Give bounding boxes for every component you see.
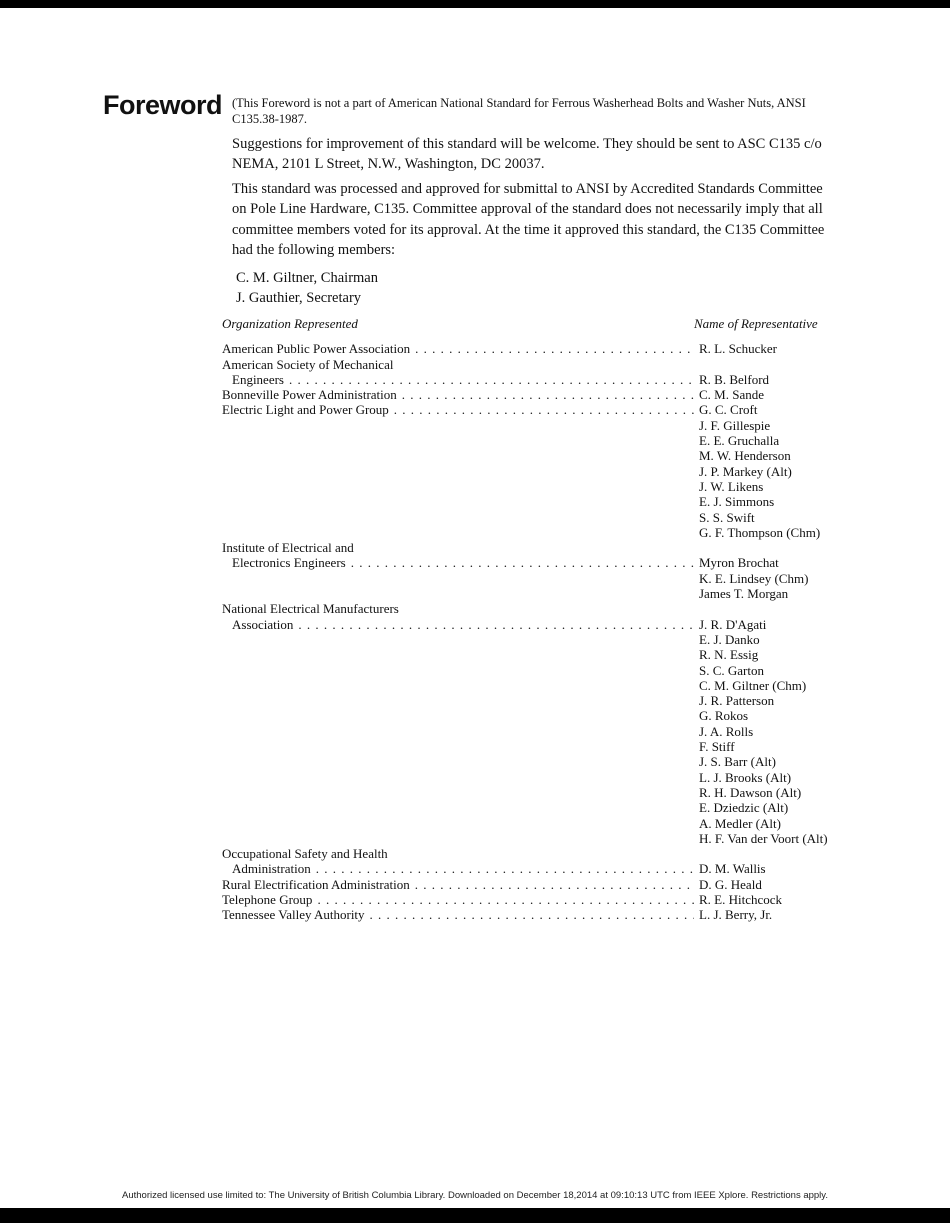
representative-cell: D. M. Wallis — [699, 861, 766, 877]
representative-cell: C. M. Sande — [699, 387, 764, 403]
table-row — [222, 831, 836, 846]
table-row — [222, 754, 836, 769]
table-row — [222, 494, 836, 509]
table-row — [222, 678, 836, 693]
representative-cell: R. E. Hitchcock — [699, 891, 783, 907]
representative-cell: J. F. Gillespie — [699, 417, 771, 433]
representative-cell: J. A. Rolls — [699, 723, 754, 739]
dotted-leader — [289, 372, 694, 387]
table-row — [222, 479, 836, 494]
dotted-leader — [351, 555, 694, 570]
representative-cell: C. M. Giltner (Chm) — [699, 677, 807, 693]
table-row — [222, 357, 836, 372]
representative-cell: J. S. Barr (Alt) — [699, 754, 776, 770]
representative-cell: M. W. Henderson — [699, 448, 791, 464]
representative-cell: J. W. Likens — [699, 478, 764, 494]
table-row — [222, 464, 836, 479]
representative-cell: E. J. Danko — [699, 631, 760, 647]
representative-cell: G. Rokos — [699, 708, 749, 724]
organization-cell: Telephone Group — [222, 891, 313, 907]
table-row — [222, 632, 836, 647]
table-row — [222, 816, 836, 831]
representative-cell: S. S. Swift — [699, 509, 755, 525]
table-row — [222, 571, 836, 586]
organization-cell: National Electrical Manufacturers — [222, 601, 399, 617]
table-row — [222, 402, 836, 417]
dotted-leader — [370, 907, 694, 922]
representative-cell: R. H. Dawson (Alt) — [699, 784, 802, 800]
committee-table — [222, 316, 836, 923]
representative-cell: L. J. Berry, Jr. — [699, 907, 773, 923]
license-footer-text: Authorized licensed use limited to: The University of British Columbia Library. Downloaded on December 18,2014 at 09:10:13 UTC from IEEE Xplore. Restrictions apply. — [122, 1190, 828, 1201]
representative-cell: R. L. Schucker — [699, 341, 777, 357]
table-row — [222, 617, 836, 632]
table-row — [222, 372, 836, 387]
table-row — [222, 448, 836, 463]
scan-artifact-bottom-bar — [0, 1208, 950, 1223]
representative-cell: E. E. Gruchalla — [699, 433, 780, 449]
table-row — [222, 724, 836, 739]
table-row — [222, 586, 836, 601]
table-row — [222, 647, 836, 662]
table-row — [222, 555, 836, 570]
representative-cell: G. F. Thompson (Chm) — [699, 524, 821, 540]
table-row — [222, 387, 836, 402]
table-row — [222, 708, 836, 723]
representative-cell: J. R. Patterson — [699, 693, 775, 709]
table-row — [222, 601, 836, 616]
representative-cell: K. E. Lindsey (Chm) — [699, 570, 809, 586]
suggestions-paragraph: Suggestions for improvement of this standard will be welcome. They should be sent to ASC C135 c/o NEMA, 2101 L Street, N.W., Washington, DC 20037. — [232, 136, 822, 173]
table-row — [222, 341, 836, 356]
representative-cell: S. C. Garton — [699, 662, 764, 678]
organization-cell: Electric Light and Power Group — [222, 402, 389, 418]
organization-cell: American Society of Mechanical — [222, 356, 394, 372]
dotted-leader — [316, 861, 694, 876]
representative-cell: F. Stiff — [699, 739, 735, 755]
representative-cell: E. J. Simmons — [699, 494, 775, 510]
table-row — [222, 418, 836, 433]
table-row — [222, 800, 836, 815]
representative-cell: L. J. Brooks (Alt) — [699, 769, 792, 785]
organization-cell: Administration — [232, 861, 311, 877]
dotted-leader — [415, 341, 694, 356]
organization-cell: Occupational Safety and Health — [222, 846, 388, 862]
representative-cell: H. F. Van der Voort (Alt) — [699, 830, 828, 846]
representative-cell: G. C. Croft — [699, 402, 758, 418]
table-row — [222, 663, 836, 678]
table-row — [222, 861, 836, 876]
page-title: Foreword — [103, 90, 223, 120]
dotted-leader — [317, 892, 694, 907]
table-row — [222, 739, 836, 754]
dotted-leader — [402, 387, 694, 402]
table-row — [222, 525, 836, 540]
organization-cell: Tennessee Valley Authority — [222, 907, 365, 923]
dotted-leader — [394, 402, 694, 417]
table-row — [222, 540, 836, 555]
table-row — [222, 510, 836, 525]
representative-cell: R. N. Essig — [699, 647, 759, 663]
table-row — [222, 693, 836, 708]
table-row — [222, 892, 836, 907]
representative-cell: J. R. D'Agati — [699, 616, 767, 632]
organization-cell: Association — [232, 616, 294, 632]
table-row — [222, 846, 836, 861]
table-row — [222, 785, 836, 800]
officer-secretary: J. Gauthier, Secretary — [236, 290, 362, 307]
organization-cell: Engineers — [232, 371, 284, 387]
table-row — [222, 877, 836, 892]
foreword-note-paragraph: (This Foreword is not a part of American National Standard for Ferrous Washerhead Bolts and Washer Nuts, ANSI C135.38-1987. — [232, 96, 806, 126]
scan-artifact-top-bar — [0, 0, 950, 8]
representative-cell: J. P. Markey (Alt) — [699, 463, 792, 479]
dotted-leader — [298, 617, 694, 632]
committee-officers — [236, 270, 378, 311]
organization-cell: Electronics Engineers — [232, 555, 346, 571]
approval-paragraph: This standard was processed and approved for submittal to ANSI by Accredited Standards Committee on Pole Line Hardware, C135. Committee approval of the standard does not necessarily imply that all committee members voted for its approval. At the time it approved this standard, the C135 Committee had the following members: — [232, 181, 825, 258]
table-row — [222, 907, 836, 922]
committee-table-body — [222, 341, 836, 922]
table-row — [222, 770, 836, 785]
representative-cell: Myron Brochat — [699, 555, 779, 571]
representative-column-header: Name of Representative — [694, 316, 818, 331]
organization-cell: Rural Electrification Administration — [222, 876, 410, 892]
representative-cell: D. G. Heald — [699, 876, 762, 892]
representative-cell: R. B. Belford — [699, 371, 770, 387]
dotted-leader — [415, 877, 694, 892]
organization-column-header: Organization Represented — [222, 316, 358, 331]
officer-chairman: C. M. Giltner, Chairman — [236, 270, 378, 286]
organization-cell: American Public Power Association — [222, 341, 411, 357]
representative-cell: E. Dziedzic (Alt) — [699, 800, 789, 816]
organization-cell: Bonneville Power Administration — [222, 387, 397, 403]
committee-table-header — [222, 316, 836, 331]
representative-cell: A. Medler (Alt) — [699, 815, 781, 831]
representative-cell: James T. Morgan — [699, 586, 789, 602]
organization-cell: Institute of Electrical and — [222, 540, 354, 556]
table-row — [222, 433, 836, 448]
